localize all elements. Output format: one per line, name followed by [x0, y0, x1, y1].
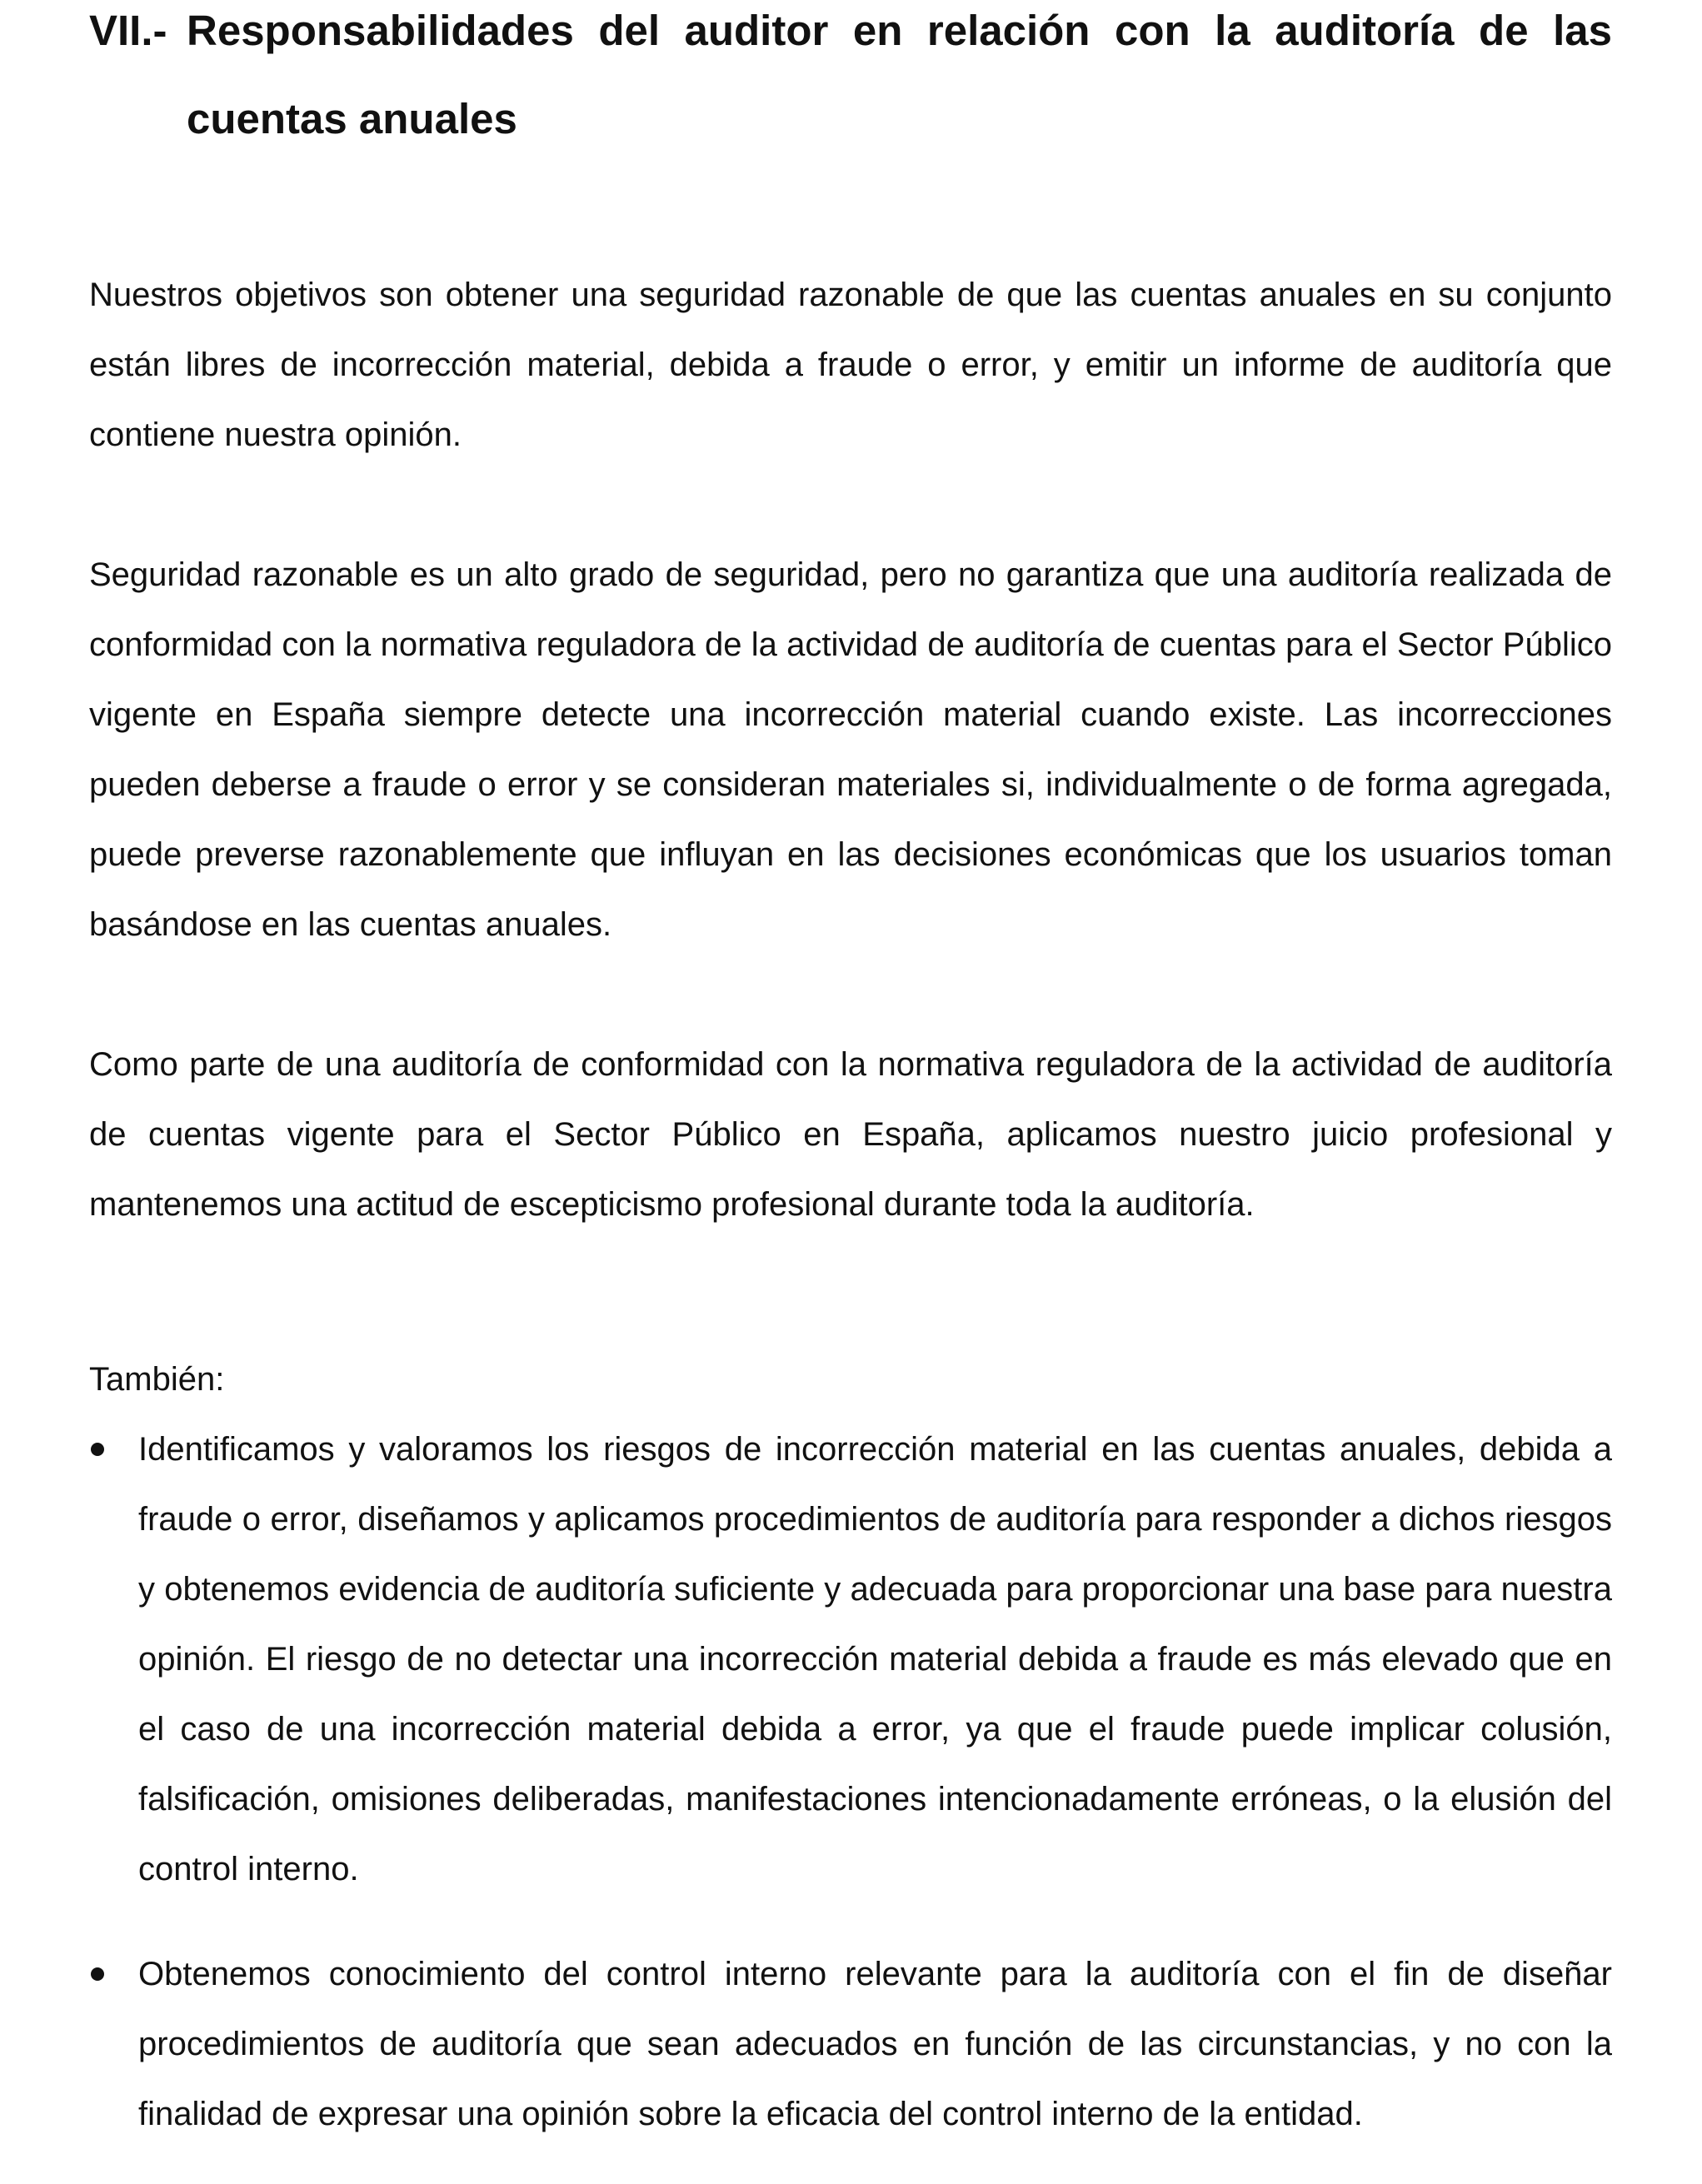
list-item-text: Obtenemos conocimiento del control interno relevante para la auditoría con el fin de diseñar procedimientos de auditoría que sean adecuados en función de las circunstancias, y no con la finalidad de expresar una opinión sobre la eficacia del control interno de la entidad.	[138, 1956, 1612, 2132]
paragraph-professional-judgment: Como parte de una auditoría de conformidad con la normativa reguladora de la actividad de auditoría de cuentas vigente para el Sector Público en España, aplicamos nuestro juicio profesional y mantenemos una actitud de escepticismo profesional durante toda la auditoría.	[89, 1046, 1612, 1223]
document-page	[89, 0, 1612, 2149]
paragraph-reasonable-assurance: Seguridad razonable es un alto grado de seguridad, pero no garantiza que una auditoría realizada de conformidad con la normativa reguladora de la actividad de auditoría de cuentas para el Sector Público vigente en España siempre detecte una incorrección material cuando existe. Las incorrecciones pueden deberse a fraude o error y se consideran materiales si, individualmente o de forma agregada, puede preverse razonablemente que influyan en las decisiones económicas que los usuarios toman basándose en las cuentas anuales.	[89, 556, 1612, 943]
section-title: Responsabilidades del auditor en relación con la auditoría de las cuentas anuales	[187, 7, 1612, 142]
bullet-list	[89, 1414, 1612, 2149]
section-number: VII.-	[89, 7, 167, 54]
list-item	[89, 1414, 1612, 1904]
paragraph-objectives: Nuestros objetivos son obtener una seguridad razonable de que las cuentas anuales en su conjunto están libres de incorrección material, debida a fraude o error, y emitir un informe de auditoría que contiene nuestra opinión.	[89, 277, 1612, 453]
bullet-icon	[91, 1967, 104, 1981]
section-heading	[89, 0, 1612, 163]
list-item	[89, 1939, 1612, 2149]
list-item-text: Identificamos y valoramos los riesgos de incorrección material en las cuentas anuales, debida a fraude o error, diseñamos y aplicamos procedimientos de auditoría para responder a dichos riesgos y obtenemos evidencia de auditoría suficiente y adecuada para proporcionar una base para nuestra opinión. El riesgo de no detectar una incorrección material debida a fraude es más elevado que en el caso de una incorrección material debida a error, ya que el fraude puede implicar colusión, falsificación, omisiones deliberadas, manifestaciones intencionadamente erróneas, o la elusión del control interno.	[138, 1431, 1612, 1887]
bullet-icon	[91, 1443, 104, 1456]
list-intro: También:	[89, 1361, 225, 1398]
